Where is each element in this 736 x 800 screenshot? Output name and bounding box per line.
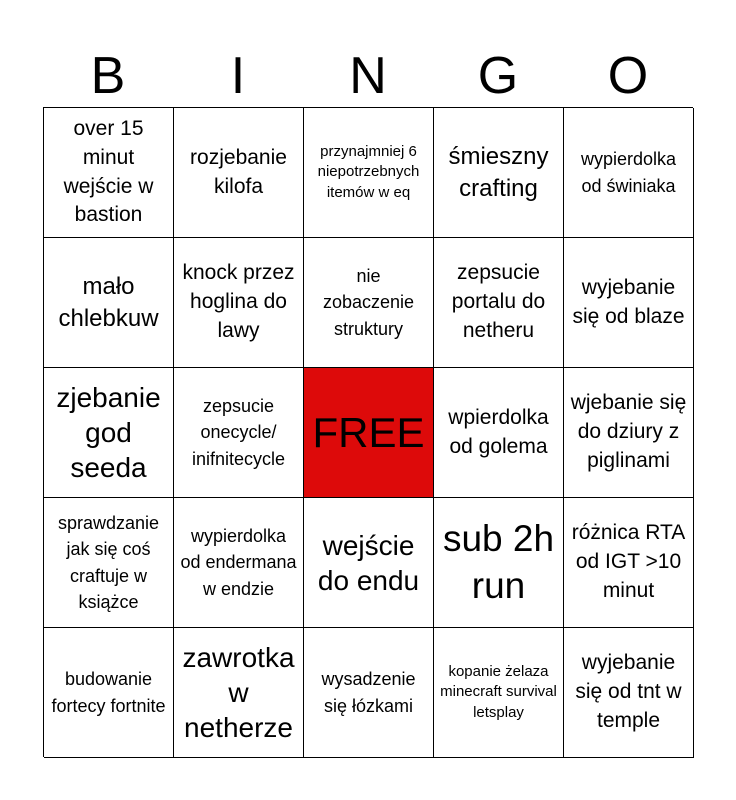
header-letter-o: O — [607, 47, 649, 105]
bingo-cell[interactable]: wypierdolka od świniaka — [564, 108, 694, 238]
free-space-cell[interactable]: FREE — [304, 368, 434, 498]
bingo-cell[interactable]: knock przez hoglina do lawy — [174, 238, 304, 368]
bingo-cell[interactable]: zawrotka w netherze — [174, 628, 304, 758]
bingo-cell[interactable]: wypierdolka od endermana w endzie — [174, 498, 304, 628]
bingo-cell[interactable]: mało chlebkuw — [44, 238, 174, 368]
bingo-cell[interactable]: wpierdolka od golema — [434, 368, 564, 498]
bingo-cell[interactable]: rozjebanie kilofa — [174, 108, 304, 238]
bingo-grid — [43, 107, 693, 757]
bingo-cell[interactable]: nie zobaczenie struktury — [304, 238, 434, 368]
bingo-cell[interactable]: sprawdzanie jak się coś craftuje w książce — [44, 498, 174, 628]
bingo-cell[interactable]: wjebanie się do dziury z piglinami — [564, 368, 694, 498]
bingo-cell[interactable]: budowanie fortecy fortnite — [44, 628, 174, 758]
bingo-cell[interactable]: over 15 minut wejście w bastion — [44, 108, 174, 238]
bingo-cell[interactable]: zjebanie god seeda — [44, 368, 174, 498]
bingo-cell[interactable]: sub 2h run — [434, 498, 564, 628]
header-letter-i: I — [230, 47, 246, 105]
bingo-header — [43, 45, 693, 107]
bingo-cell[interactable]: zepsucie onecycle/ inifnitecycle — [174, 368, 304, 498]
bingo-cell[interactable]: różnica RTA od IGT >10 minut — [564, 498, 694, 628]
bingo-cell[interactable]: przynajmniej 6 niepotrzebnych itemów w eq — [304, 108, 434, 238]
bingo-cell[interactable]: wyjebanie się od blaze — [564, 238, 694, 368]
bingo-cell[interactable]: wysadzenie się łózkami — [304, 628, 434, 758]
bingo-cell[interactable]: śmieszny crafting — [434, 108, 564, 238]
bingo-cell[interactable]: zepsucie portalu do netheru — [434, 238, 564, 368]
bingo-cell[interactable]: kopanie żelaza minecraft survival letsplay — [434, 628, 564, 758]
header-letter-b: B — [90, 47, 126, 105]
header-letter-n: N — [349, 47, 387, 105]
bingo-cell[interactable]: wejście do endu — [304, 498, 434, 628]
bingo-cell[interactable]: wyjebanie się od tnt w temple — [564, 628, 694, 758]
header-letter-g: G — [477, 47, 519, 105]
